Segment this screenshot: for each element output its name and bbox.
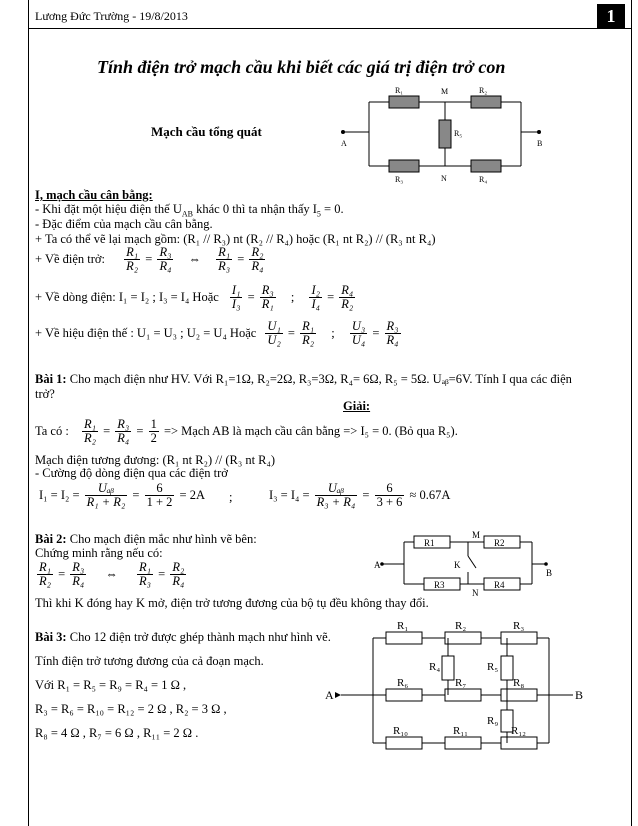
gen-b-label: B (537, 139, 543, 148)
bai2-r4-label: R4 (494, 580, 505, 590)
bai1-statement-2: trở? (35, 387, 55, 401)
voltage-relation: + Về hiệu điện thế : U₁ = U₃ ; U₂ = U₄ Hoặc $\frac{\text{U₁}}{\text{U₂}}$ = $\frac{\text{R₁}}{\text{R₂}}$ ; $\frac{\text{U₃}}{\text{U₄}}$ = $\frac{\text{R₃}}{\text{R₄}}$ (35, 319, 399, 347)
bai3-line2: Tính điện trở tương đương của cả đoạn mạch. (35, 654, 264, 668)
bai1-statement: Bài 1: Cho mạch điện như HV. Với R₁=1Ω, R₂=2Ω, R₃=3Ω, R₄= 6Ω, R₅ = 5Ω. Uₐᵦ=6V. Tính I qua các điện (35, 372, 572, 386)
page (28, 0, 632, 826)
bai1-ratio-check: Ta có : $\frac{\text{R₁}}{\text{R₂}}$ = $\frac{\text{R₃}}{\text{R₄}}$ = $\frac{1}{2}$ => Mạch AB là mạch cầu cân bằng => I₅ = 0. (Bỏ qua R₅). (35, 417, 458, 445)
bai3-r12-label: R₁₂ (511, 725, 527, 737)
bai3-line5: R₈ = 4 Ω , R₇ = 6 Ω , R₁₁ = 2 Ω . (35, 726, 199, 740)
bai1-i34-calc: I₃ = I₄ = $\frac{\text{Uₐᵦ}}{\text{R₃ + R₄}}$ = $\frac{6}{3 + 6}$ ≈ 0.67A (269, 481, 451, 509)
bai3-b-label: B (575, 688, 584, 702)
bai2-r3-label: R3 (434, 580, 445, 590)
bai2-r1-label: R1 (424, 538, 435, 548)
bai3-r7-label: R₇ (455, 677, 467, 689)
bai2-b-label: B (546, 568, 553, 578)
bai2-condition: $\frac{\text{R₁}}{\text{R₂}}$ = $\frac{\text{R₃}}{\text{R₄}}$ ⇔ $\frac{\text{R₁}}{\text{R₃}}$ = $\frac{\text{R₂}}{\text{R₄}}$ (39, 560, 185, 588)
bai2-a-label: A (374, 560, 381, 570)
bai3-r8-label: R₈ (513, 677, 525, 689)
gen-a-label: A (341, 139, 347, 148)
bai1-currents-label: - Cường độ dòng điện qua các điện trở (35, 466, 228, 480)
bai2-circuit-diagram (374, 528, 554, 598)
bai2-m-label: M (472, 530, 481, 540)
page-title: Tính điện trở mạch cầu khi biết các giá trị điện trở con (97, 57, 506, 77)
bai1-i12-calc: I₁ = I₂ = $\frac{\text{Uₐᵦ}}{\text{R₁ + R₂}}$ = $\frac{6}{1 + 2}$ = 2A (39, 481, 205, 509)
bai3-r2-label: R₂ (455, 620, 467, 632)
gen-r2-label: R₂ (479, 86, 488, 95)
page-number: 1 (597, 4, 625, 28)
gen-r1-label: R₁ (395, 86, 404, 95)
section1-line2: - Đặc điểm của mạch cầu cân bằng. (35, 217, 213, 231)
section1-line1: - Khi đặt một hiệu điện thế $U_{AB}$ khác 0 thì ta nhận thấy $I_5 = 0$. (35, 202, 344, 219)
bai3-line3: Với R₁ = R₅ = R₉ = R₄ = 1 Ω , (35, 678, 187, 692)
bai2-conclusion: Thì khi K đóng hay K mở, điện trở tương đương của bộ tụ đều không thay đổi. (35, 596, 429, 610)
gen-r5-label: R₅ (454, 129, 463, 138)
general-bridge-diagram (339, 84, 549, 184)
general-circuit-caption: Mạch cầu tổng quát (151, 124, 262, 139)
bai3-r5-label: R₅ (487, 661, 499, 673)
section1-heading: I, mạch cầu cân bằng: (35, 188, 153, 202)
gen-r4-label: R₄ (479, 175, 488, 184)
header-divider (29, 28, 631, 29)
bai3-r4-label: R₄ (429, 661, 441, 673)
bai3-circuit-diagram (321, 618, 584, 758)
gen-m-label: M (441, 87, 449, 96)
bai3-r10-label: R₁₀ (393, 725, 409, 737)
bai2-line2: Chứng minh rằng nếu có: (35, 546, 163, 560)
bai3-statement: Bài 3: Cho 12 điện trở được ghép thành mạch như hình vẽ. (35, 630, 331, 644)
gen-n-label: N (441, 174, 447, 183)
bai2-n-label: N (472, 588, 479, 598)
current-relation: + Về dòng điện: I₁ = I₂ ; I₃ = I₄ Hoặc $\frac{\text{I₁}}{\text{I₃}}$ = $\frac{\text{R₃}}{\text{R₁}}$ ; $\frac{\text{I₂}}{\text{I₄}}$ = $\frac{\text{R₄}}{\text{R₂}}$ (35, 283, 354, 311)
bai3-a-label: A (325, 688, 334, 702)
bai3-line4: R₃ = R₆ = R₁₀ = R₁₂ = 2 Ω , R₂ = 3 Ω , (35, 702, 227, 716)
section1-line3: + Ta có thể vẽ lại mạch gồm: (R₁ // R₃) nt (R₂ // R₄) hoặc (R₁ nt R₂) // (R₃ nt R₄) (35, 232, 436, 246)
bai3-r3-label: R₃ (513, 620, 525, 632)
bai3-r1-label: R₁ (397, 620, 409, 632)
bai1-solution-heading: Giải: (343, 399, 371, 413)
resistance-relation: + Về điện trở: $\frac{\text{R₁}}{\text{R₂}}$ = $\frac{\text{R₃}}{\text{R₄}}$ ⇔ $\frac{\text{R₁}}{\text{R₃}}$ = $\frac{\text{R₂}}{\text{R₄}}$ (35, 245, 264, 273)
gen-r3-label: R₃ (395, 175, 404, 184)
header-author-date: Lương Đức Trường - 19/8/2013 (35, 9, 188, 23)
bai2-k-label: K (454, 560, 461, 570)
bai1-equiv-circuit: Mạch điện tương đương: (R₁ nt R₂) // (R₃ nt R₄) (35, 453, 276, 467)
bai2-r2-label: R2 (494, 538, 505, 548)
bai3-r6-label: R₆ (397, 677, 409, 689)
bai3-r11-label: R₁₁ (453, 725, 469, 737)
bai3-r9-label: R₉ (487, 715, 499, 727)
bai2-statement: Bài 2: Cho mạch điện mắc như hình vẽ bên: (35, 532, 257, 546)
bai1-semicolon: ; (229, 490, 233, 504)
